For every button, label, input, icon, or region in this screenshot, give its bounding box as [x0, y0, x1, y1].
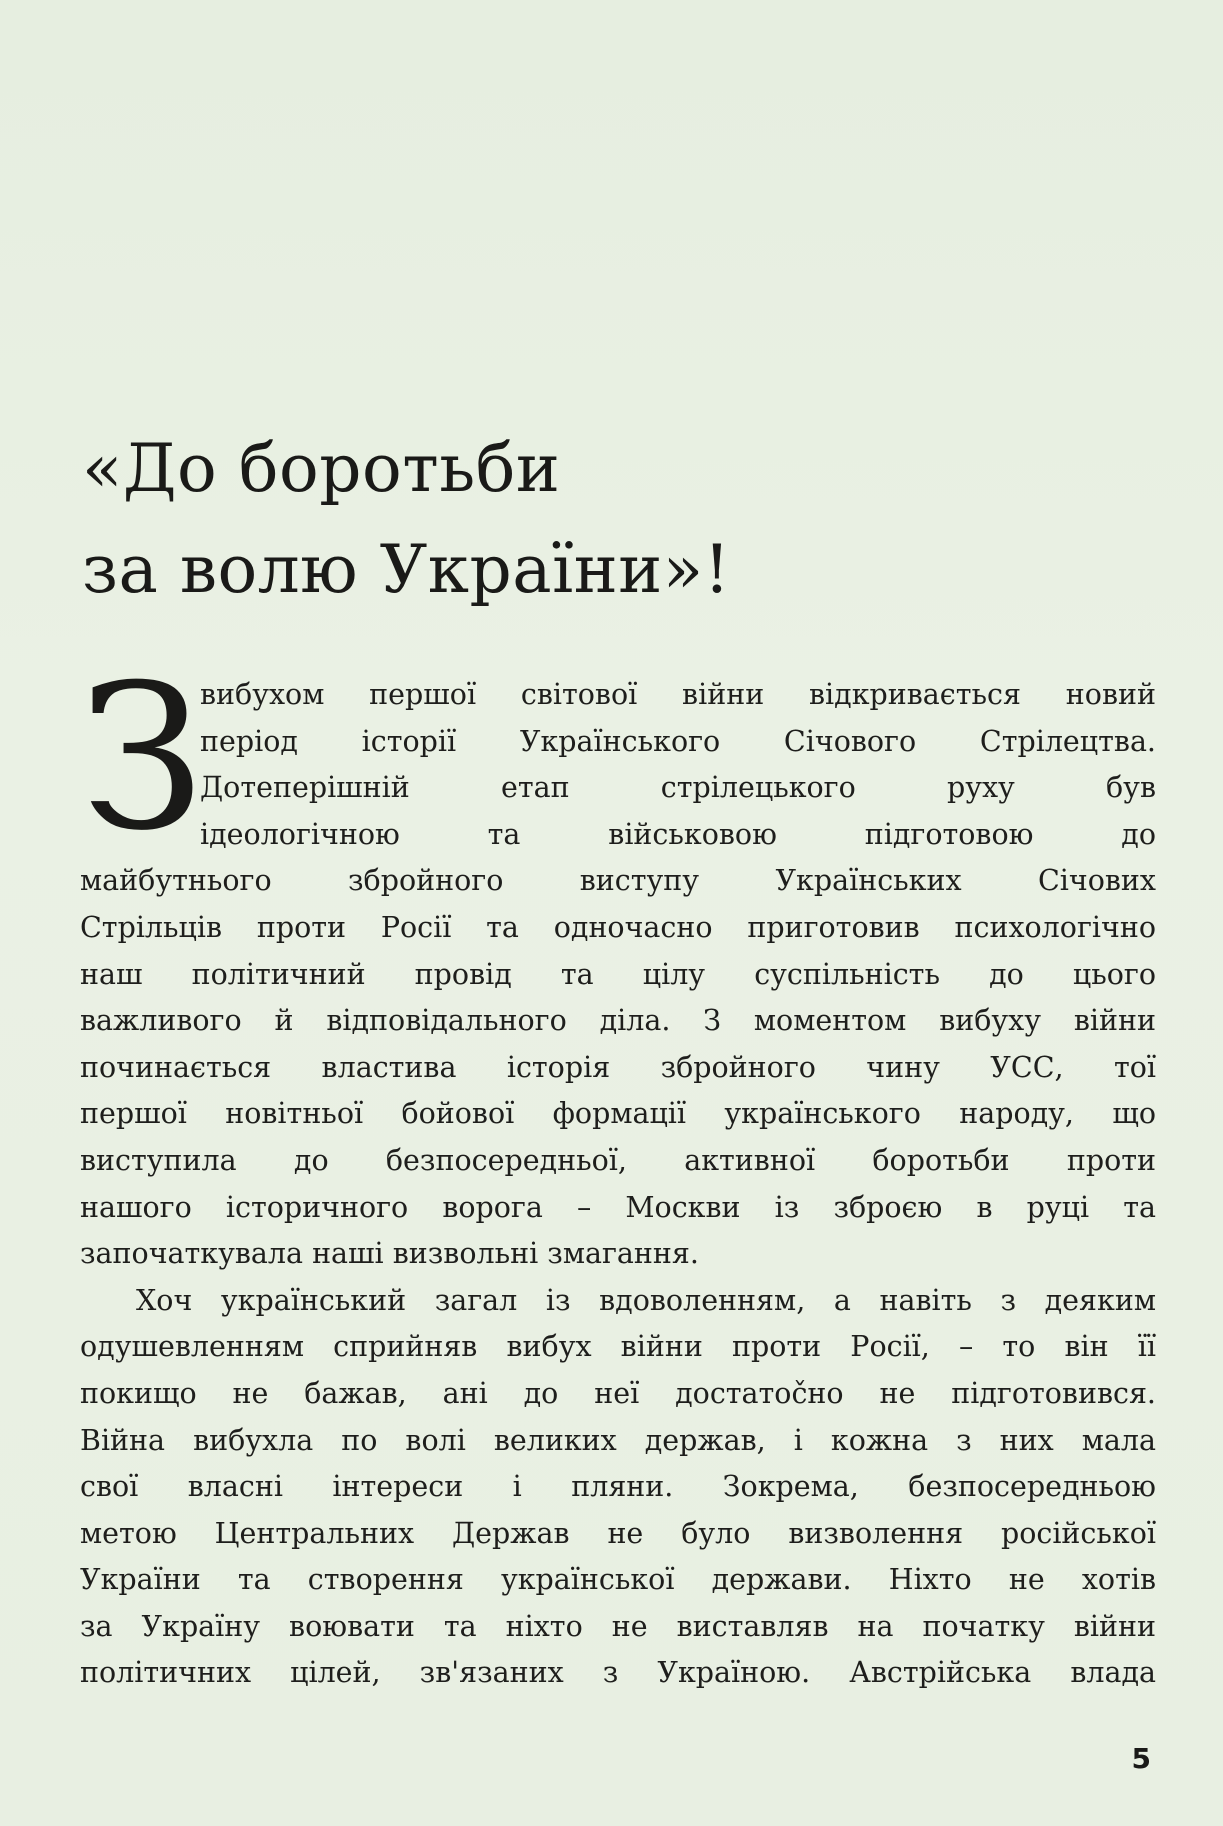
text-line: нашого історичного ворога – Москви із зброєю в руці та — [80, 1190, 1156, 1224]
chapter-title — [82, 418, 1082, 620]
text-line: виступила до безпосередньої, активної боротьби проти — [80, 1143, 1156, 1177]
text-line: свої власні інтереси і пляни. Зокрема, безпосередньою — [80, 1470, 1156, 1504]
drop-cap: З — [80, 642, 205, 875]
paragraph-2 — [80, 1278, 1156, 1697]
text-line: започаткувала наші визвольні змагання. — [80, 1237, 699, 1271]
text-line: України та створення української держави. Ніхто не хотів — [80, 1563, 1156, 1597]
text-line: починається властива історія збройного чину УСС, тої — [80, 1050, 1156, 1084]
page-number: 5 — [1131, 1742, 1151, 1775]
text-line: політичних цілей, зв'язаних з Україною. Австрійська влада — [80, 1656, 1156, 1690]
text-line: вибухом першої світової війни відкривається новий — [200, 678, 1156, 711]
text-line: покищо не бажав, ані до неї достатočно не підготовився. — [80, 1376, 1156, 1410]
paragraph-1 — [80, 642, 1156, 1278]
text-line: важливого й відповідального діла. З моментом вибуху війни — [80, 1004, 1156, 1038]
text-line: майбутнього збройного виступу Українських Січових — [80, 864, 1156, 898]
text-line: Хоч український загал із вдоволенням, а навіть з деяким — [136, 1283, 1156, 1317]
text-line: наш політичний провід та цілу суспільність до цього — [80, 957, 1156, 991]
text-line: Стрільців проти Росії та одночасно приготовив психологічно — [80, 910, 1156, 944]
chapter-title-line-2: за волю України»! — [82, 531, 731, 608]
text-line: одушевленням сприйняв вибух війни проти Росії, – то він її — [80, 1330, 1156, 1364]
text-line: ідеологічною та військовою підготовою до — [200, 817, 1156, 851]
text-line: Війна вибухла по волі великих держав, і кожна з них мала — [80, 1423, 1156, 1457]
body-text — [80, 642, 1156, 1697]
text-line: метою Центральних Держав не було визволення російської — [80, 1516, 1156, 1550]
chapter-title-line-1: «До боротьби — [82, 430, 561, 507]
text-line: першої новітньої бойової формації українського народу, що — [80, 1097, 1156, 1131]
text-line: за Україну воювати та ніхто не виставляв на початку війни — [80, 1609, 1156, 1643]
text-line: Дотеперішній етап стрілецького руху був — [200, 771, 1156, 805]
text-line: період історії Українського Січового Стрілецтва. — [200, 724, 1156, 758]
